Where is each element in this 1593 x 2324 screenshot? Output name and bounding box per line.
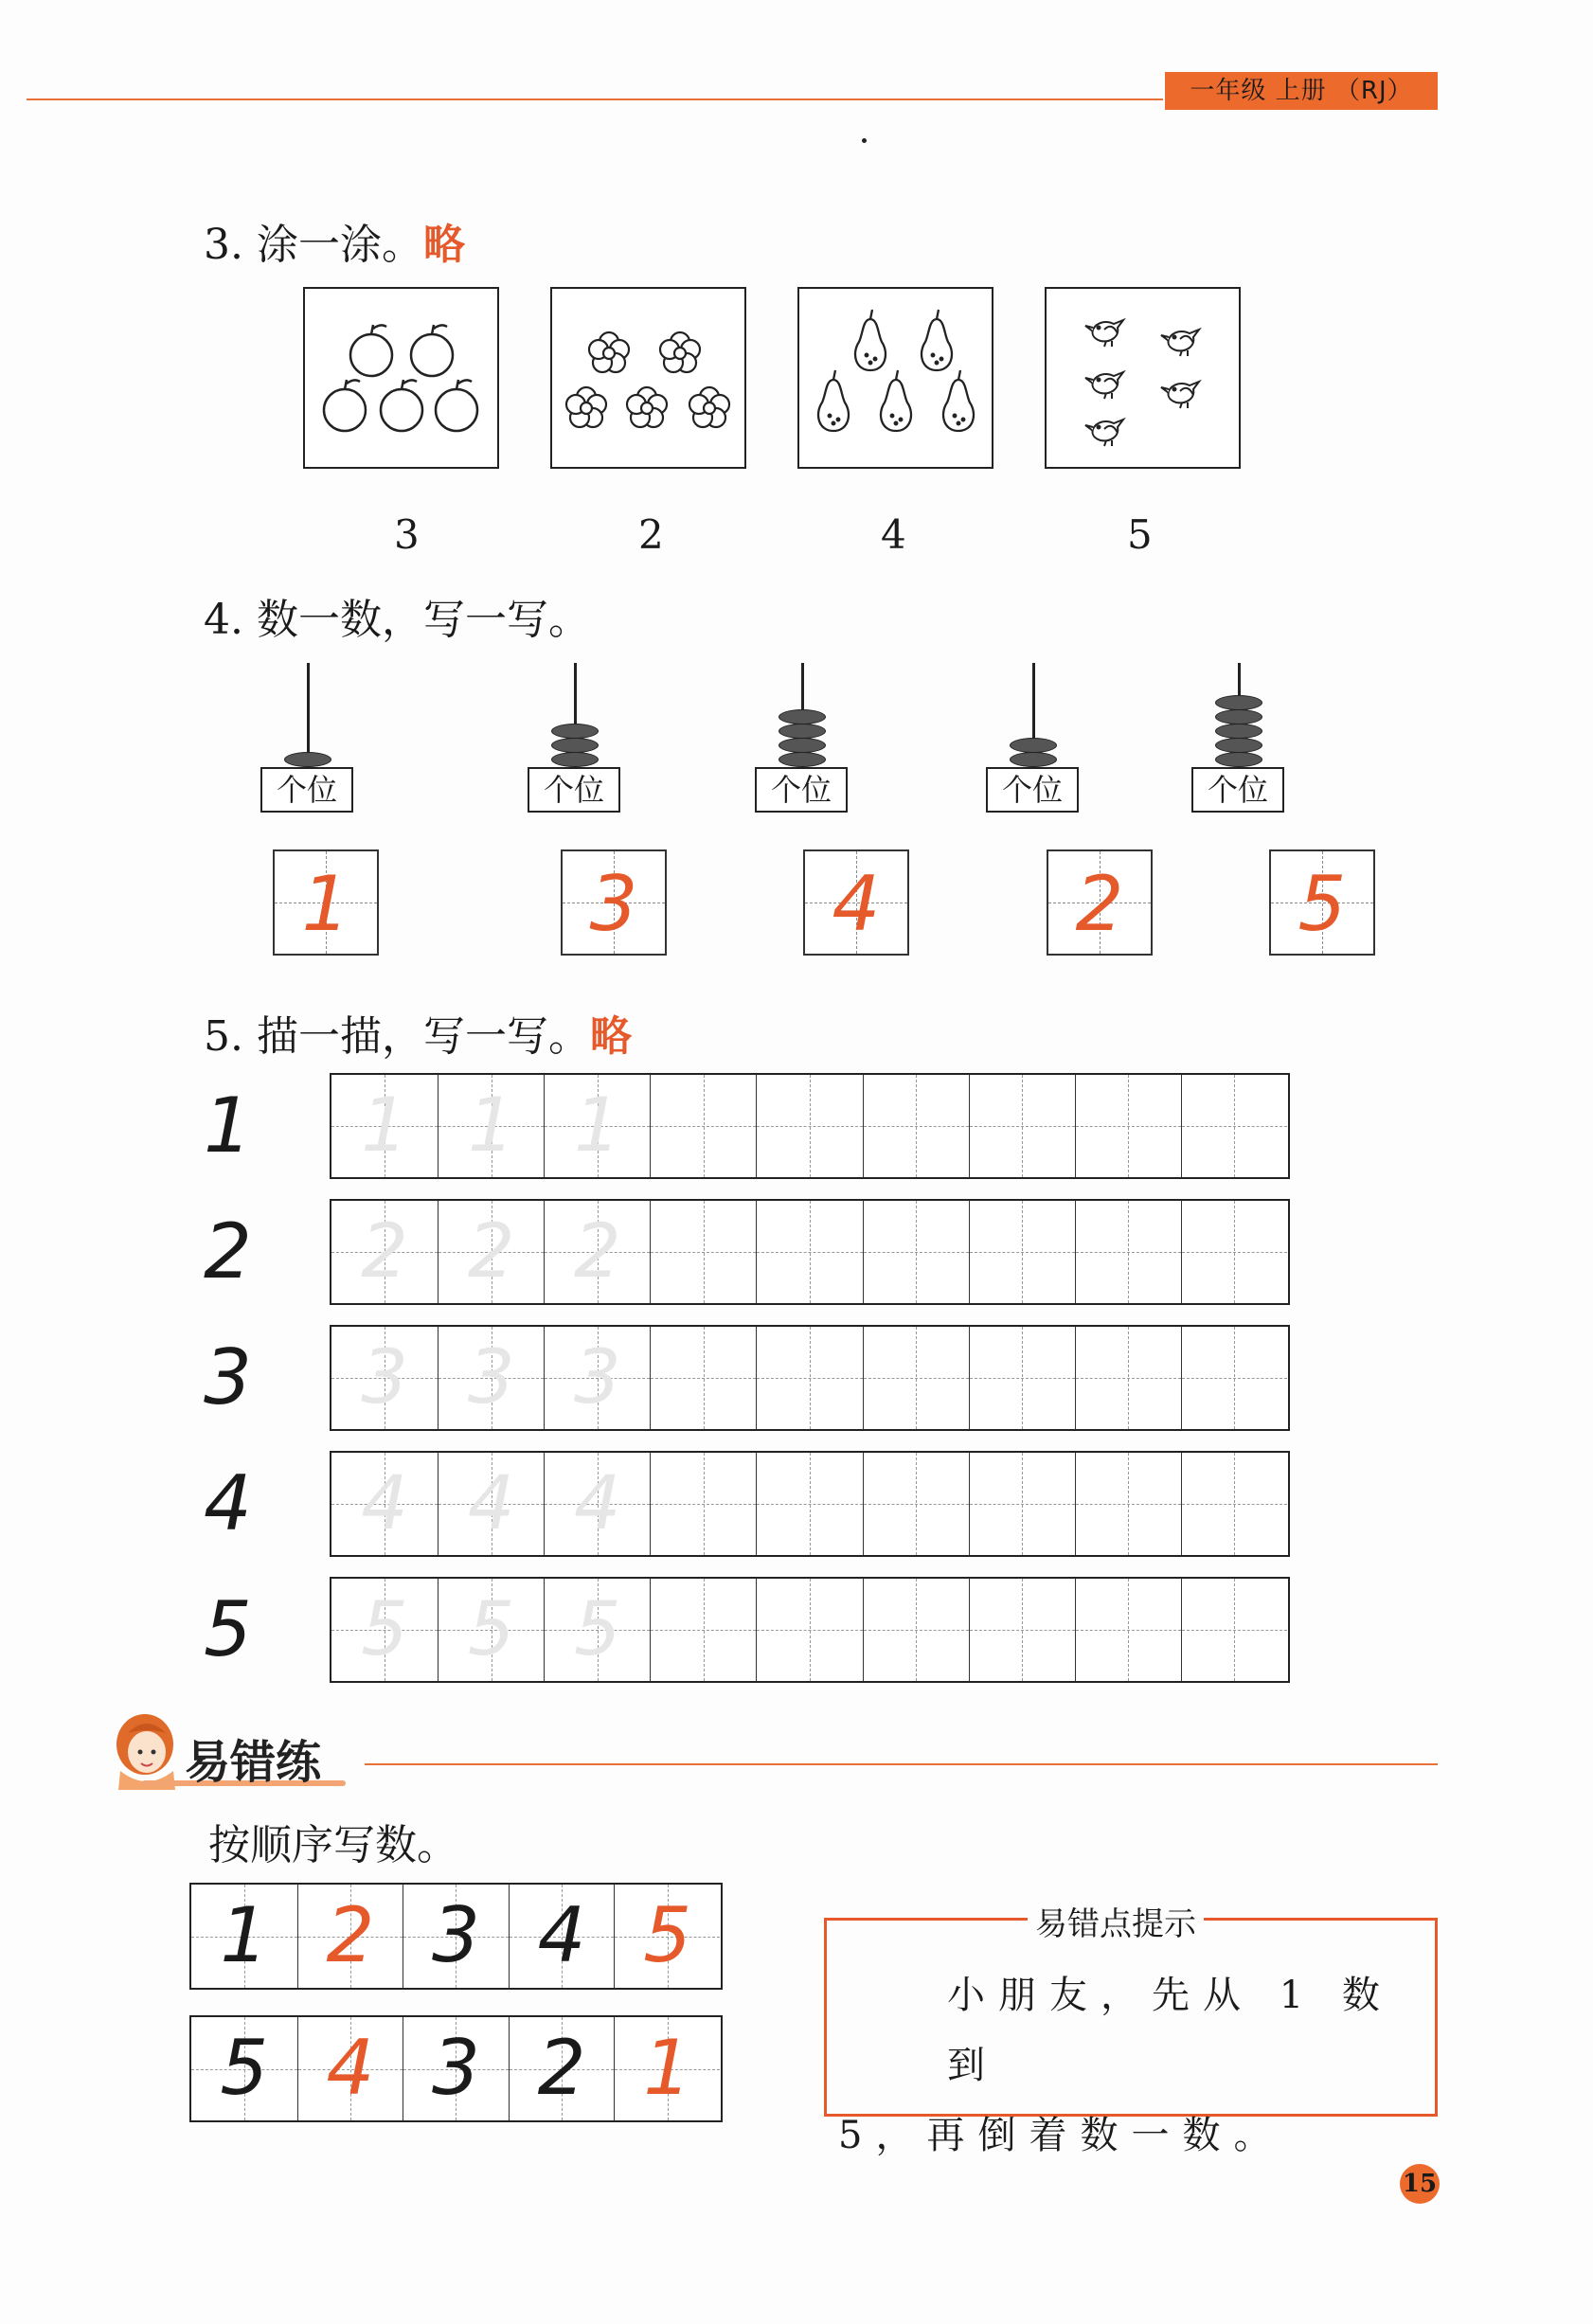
sequence-cell[interactable] <box>403 2017 509 2120</box>
q3-answer: 略 <box>422 221 465 269</box>
writing-cell[interactable] <box>1181 1579 1287 1681</box>
apple-icon <box>305 289 496 466</box>
flower-icon <box>552 289 743 466</box>
trace-digit: 4 <box>467 1461 515 1546</box>
writing-cell[interactable] <box>1181 1453 1287 1555</box>
apple-box[interactable] <box>303 287 499 469</box>
trace-row-label: 4 <box>204 1459 252 1547</box>
sequence-cell[interactable] <box>614 1885 720 1988</box>
question-5 <box>204 1002 632 1063</box>
trace-grid-4[interactable] <box>330 1451 1290 1557</box>
writing-cell[interactable] <box>969 1579 1075 1681</box>
trace-digit: 2 <box>467 1209 515 1295</box>
writing-cell[interactable] <box>863 1327 969 1429</box>
abacus-bead <box>284 752 331 767</box>
writing-cell[interactable] <box>1181 1201 1287 1303</box>
writing-cell[interactable] <box>438 1453 544 1555</box>
writing-cell[interactable] <box>863 1201 969 1303</box>
writing-cell[interactable] <box>1075 1579 1181 1681</box>
writing-cell[interactable] <box>863 1075 969 1177</box>
trace-grid-3[interactable] <box>330 1325 1290 1431</box>
answer-digit: 4 <box>326 2024 375 2112</box>
grade-tag: 一年级 上册 （RJ） <box>1165 72 1438 110</box>
answer-box-3[interactable] <box>803 849 909 956</box>
writing-cell[interactable] <box>438 1201 544 1303</box>
answer-digit: 4 <box>832 860 881 948</box>
writing-cell[interactable] <box>438 1579 544 1681</box>
trace-digit: 1 <box>467 1083 515 1169</box>
abacus-bead <box>779 738 826 753</box>
trace-digit: 3 <box>361 1335 408 1421</box>
abacus-bead <box>1215 752 1262 767</box>
writing-cell[interactable] <box>1075 1201 1181 1303</box>
tip-line-1: 小朋友，先从 1 数到 <box>947 1974 1393 2087</box>
answer-digit: 2 <box>326 1891 375 1979</box>
trace-digit: 1 <box>361 1083 408 1169</box>
trace-grid-5[interactable] <box>330 1577 1290 1683</box>
abacus-2 <box>523 663 627 819</box>
trace-row-label: 1 <box>204 1082 252 1170</box>
writing-cell[interactable] <box>650 1075 756 1177</box>
place-label: 个位 <box>528 767 620 813</box>
q4-number: 4. <box>204 596 243 644</box>
question-4 <box>204 585 590 646</box>
writing-cell[interactable] <box>1181 1075 1287 1177</box>
writing-cell[interactable] <box>969 1075 1075 1177</box>
abacus-bead <box>1215 695 1262 710</box>
q3-label-2: 2 <box>638 511 664 558</box>
trace-digit: 3 <box>467 1335 515 1421</box>
writing-cell[interactable] <box>331 1075 438 1177</box>
trace-grid-1[interactable] <box>330 1073 1290 1179</box>
writing-cell[interactable] <box>650 1453 756 1555</box>
writing-cell[interactable] <box>863 1453 969 1555</box>
answer-digit: 1 <box>301 860 350 948</box>
writing-cell[interactable] <box>756 1453 862 1555</box>
q3-label-3: 4 <box>881 511 906 558</box>
abacus-bead <box>551 724 599 739</box>
writing-cell[interactable] <box>650 1201 756 1303</box>
given-digit: 2 <box>537 2024 586 2112</box>
abacus-bead <box>551 752 599 767</box>
abacus-bead <box>1010 752 1057 767</box>
answer-digit: 1 <box>643 2024 692 2112</box>
writing-cell[interactable] <box>969 1453 1075 1555</box>
writing-cell[interactable] <box>438 1075 544 1177</box>
place-label: 个位 <box>1191 767 1284 813</box>
sequence-row-2[interactable] <box>189 2015 723 2122</box>
writing-cell[interactable] <box>331 1453 438 1555</box>
writing-cell[interactable] <box>969 1327 1075 1429</box>
writing-cell[interactable] <box>544 1579 650 1681</box>
q3-number: 3. <box>204 221 243 269</box>
q3-label-4: 5 <box>1127 511 1153 558</box>
sequence-cell[interactable] <box>297 2017 403 2120</box>
tip-text <box>838 1960 1425 2171</box>
answer-digit: 2 <box>1075 860 1124 948</box>
sequence-cell[interactable] <box>509 2017 615 2120</box>
abacus-bead <box>1215 738 1262 753</box>
writing-cell[interactable] <box>650 1579 756 1681</box>
bird-box[interactable] <box>1045 287 1241 469</box>
error-practice-title: 易错练 <box>185 1736 322 1789</box>
question-3 <box>204 210 465 271</box>
sequence-cell[interactable] <box>509 1885 615 1988</box>
sequence-cell[interactable] <box>191 2017 297 2120</box>
tip-line-2: 5，再倒着数一数。 <box>838 2114 1285 2157</box>
error-instruction: 按顺序写数。 <box>208 1821 458 1869</box>
abacus-4 <box>981 663 1085 819</box>
given-digit: 1 <box>220 1891 269 1979</box>
writing-cell[interactable] <box>756 1579 862 1681</box>
sequence-cell[interactable] <box>191 1885 297 1988</box>
q5-text: 描一描，写一写。 <box>256 1012 590 1061</box>
sequence-cell[interactable] <box>297 1885 403 1988</box>
writing-cell[interactable] <box>544 1453 650 1555</box>
answer-digit: 3 <box>589 860 638 948</box>
trace-digit: 2 <box>573 1209 621 1295</box>
answer-digit: 5 <box>1298 860 1347 948</box>
pear-box[interactable] <box>797 287 993 469</box>
trace-row-label: 3 <box>204 1333 252 1421</box>
header-rule <box>27 98 1163 100</box>
flower-box[interactable] <box>550 287 746 469</box>
abacus-bead <box>1215 709 1262 724</box>
writing-cell[interactable] <box>756 1075 862 1177</box>
pear-icon <box>799 289 991 466</box>
given-digit: 4 <box>537 1891 586 1979</box>
trace-row-label: 2 <box>204 1207 252 1296</box>
trace-row-label: 5 <box>204 1585 252 1673</box>
trace-digit: 3 <box>573 1335 621 1421</box>
writing-cell[interactable] <box>1075 1327 1181 1429</box>
given-digit: 3 <box>432 1891 480 1979</box>
q5-answer: 略 <box>589 1012 632 1061</box>
answer-box-5[interactable] <box>1269 849 1375 956</box>
place-label: 个位 <box>755 767 848 813</box>
abacus-bead <box>779 709 826 724</box>
q4-text: 数一数，写一写。 <box>256 596 590 644</box>
bird-icon <box>1047 289 1238 466</box>
abacus-bead <box>779 724 826 739</box>
writing-cell[interactable] <box>863 1579 969 1681</box>
trace-digit: 5 <box>573 1587 621 1672</box>
writing-cell[interactable] <box>969 1201 1075 1303</box>
q5-number: 5. <box>204 1012 243 1061</box>
tip-title: 易错点提示 <box>1028 1898 1204 1944</box>
writing-cell[interactable] <box>756 1327 862 1429</box>
trace-digit: 4 <box>573 1461 621 1546</box>
writing-cell[interactable] <box>544 1075 650 1177</box>
answer-box-2[interactable] <box>561 849 667 956</box>
sequence-cell[interactable] <box>614 2017 720 2120</box>
trace-digit: 5 <box>361 1587 408 1672</box>
abacus-bead <box>1215 724 1262 739</box>
given-digit: 3 <box>432 2024 480 2112</box>
given-digit: 5 <box>220 2024 269 2112</box>
writing-cell[interactable] <box>1075 1453 1181 1555</box>
trace-digit: 4 <box>361 1461 408 1546</box>
q3-text: 涂一涂。 <box>256 221 423 269</box>
writing-cell[interactable] <box>544 1201 650 1303</box>
abacus-3 <box>750 663 854 819</box>
writing-cell[interactable] <box>650 1327 756 1429</box>
writing-cell[interactable] <box>1075 1075 1181 1177</box>
abacus-1 <box>256 663 360 819</box>
writing-cell[interactable] <box>331 1327 438 1429</box>
abacus-5 <box>1187 663 1291 819</box>
abacus-bead <box>1010 738 1057 753</box>
abacus-bead <box>551 738 599 753</box>
writing-cell[interactable] <box>331 1201 438 1303</box>
trace-digit: 2 <box>361 1209 408 1295</box>
writing-cell[interactable] <box>438 1327 544 1429</box>
section-rule <box>365 1763 1438 1765</box>
place-label: 个位 <box>986 767 1079 813</box>
writing-cell[interactable] <box>331 1579 438 1681</box>
dot-mark <box>862 138 867 143</box>
abacus-bead <box>779 752 826 767</box>
page-number: 15 <box>1400 2164 1440 2204</box>
writing-cell[interactable] <box>1181 1327 1287 1429</box>
trace-digit: 5 <box>467 1587 515 1672</box>
sequence-cell[interactable] <box>403 1885 509 1988</box>
answer-box-1[interactable] <box>273 849 379 956</box>
answer-digit: 5 <box>643 1891 692 1979</box>
q3-label-1: 3 <box>394 511 420 558</box>
writing-cell[interactable] <box>544 1327 650 1429</box>
place-label: 个位 <box>260 767 353 813</box>
answer-box-4[interactable] <box>1047 849 1153 956</box>
writing-cell[interactable] <box>756 1201 862 1303</box>
trace-grid-2[interactable] <box>330 1199 1290 1305</box>
sequence-row-1[interactable] <box>189 1883 723 1990</box>
trace-digit: 1 <box>573 1083 621 1169</box>
